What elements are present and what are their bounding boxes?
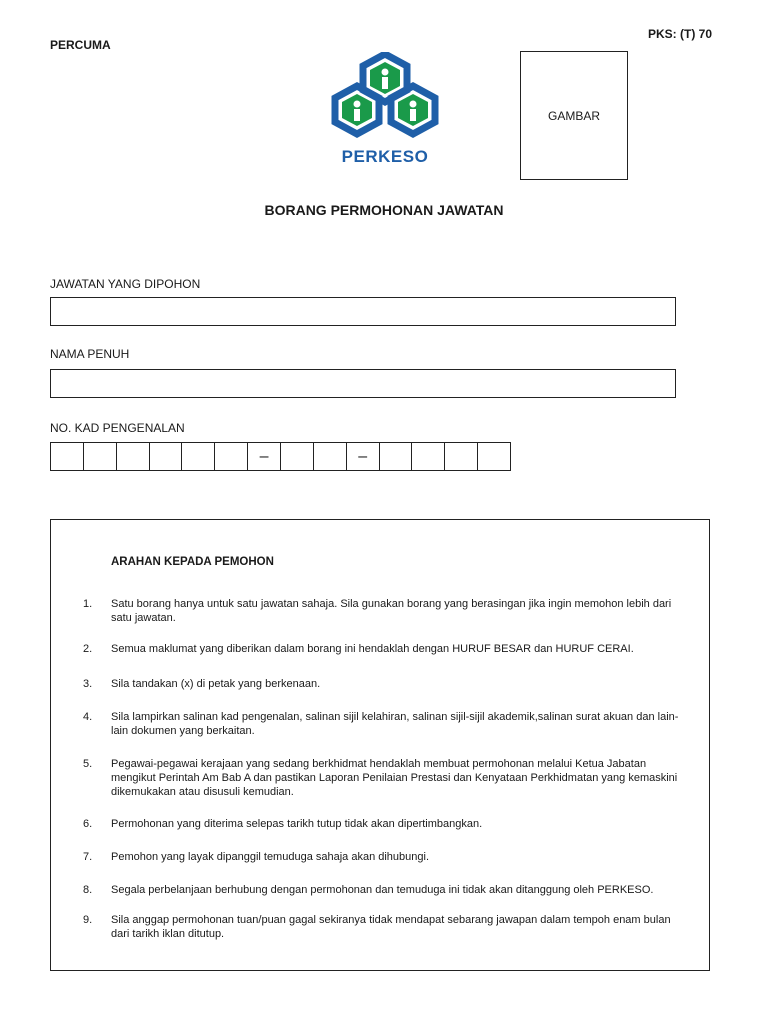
instruction-number: 2. xyxy=(83,643,93,655)
ic-digit-cell[interactable] xyxy=(150,443,183,470)
ic-digit-cell[interactable] xyxy=(182,443,215,470)
ic-separator-cell: – xyxy=(347,443,380,470)
ic-digit-cell[interactable] xyxy=(412,443,445,470)
fullname-field[interactable] xyxy=(50,369,676,398)
photo-label: GAMBAR xyxy=(547,109,600,123)
instruction-item xyxy=(83,757,683,799)
instruction-text: Satu borang hanya untuk satu jawatan sahaja. Sila gunakan borang yang berasingan jika ingin memohon lebih dari satu jawatan. xyxy=(111,598,672,624)
form-title: BORANG PERMOHONAN JAWATAN xyxy=(264,202,504,218)
position-label: JAWATAN YANG DIPOHON xyxy=(50,277,201,291)
instruction-text: Pemohon yang layak dipanggil temuduga sahaja akan dihubungi. xyxy=(111,851,430,863)
instruction-number: 6. xyxy=(83,818,93,830)
brand-name: PERKESO xyxy=(341,147,429,166)
instructions-title: ARAHAN KEPADA PEMOHON xyxy=(111,556,274,568)
fullname-label: NAMA PENUH xyxy=(50,347,130,361)
ic-number-field[interactable] xyxy=(50,442,511,471)
instruction-item xyxy=(83,850,683,864)
instructions-box xyxy=(50,519,710,971)
ic-digit-cell[interactable] xyxy=(478,443,510,470)
position-field[interactable] xyxy=(50,297,676,326)
instruction-number: 9. xyxy=(83,914,93,926)
instruction-text: Sila anggap permohonan tuan/puan gagal sekiranya tidak mendapat sebarang jawapan dalam tempoh enam bulan dari tarikh iklan ditutup. xyxy=(111,914,671,940)
instruction-text: Permohonan yang diterima selepas tarikh tutup tidak akan dipertimbangkan. xyxy=(111,818,483,830)
ic-digit-cell[interactable] xyxy=(51,443,84,470)
instruction-item xyxy=(83,817,683,831)
instruction-item xyxy=(83,597,683,625)
instruction-item xyxy=(83,677,683,691)
instruction-item xyxy=(83,913,683,941)
form-code: PKS: (T) 70 xyxy=(648,27,713,41)
instruction-number: 1. xyxy=(83,598,93,610)
ic-digit-cell[interactable] xyxy=(117,443,150,470)
ic-separator-cell: – xyxy=(248,443,281,470)
ic-digit-cell[interactable] xyxy=(314,443,347,470)
instruction-number: 4. xyxy=(83,711,93,723)
instruction-number: 3. xyxy=(83,678,93,690)
ic-number-label: NO. KAD PENGENALAN xyxy=(50,421,185,435)
photo-box xyxy=(520,51,628,180)
instruction-number: 7. xyxy=(83,851,93,863)
instruction-number: 8. xyxy=(83,884,93,896)
instruction-item xyxy=(83,883,683,897)
instruction-text: Sila tandakan (x) di petak yang berkenaan. xyxy=(111,678,321,690)
ic-digit-cell[interactable] xyxy=(215,443,248,470)
ic-digit-cell[interactable] xyxy=(84,443,117,470)
instruction-text: Segala perbelanjaan berhubung dengan permohonan dan temuduga ini tidak akan ditanggung oleh PERKESO. xyxy=(111,884,654,896)
percuma-label: PERCUMA xyxy=(50,38,111,52)
instruction-number: 5. xyxy=(83,758,93,770)
ic-digit-cell[interactable] xyxy=(380,443,413,470)
instruction-text: Sila lampirkan salinan kad pengenalan, salinan sijil kelahiran, salinan sijil-sijil akademik,salinan surat akuan dan lain-lain dokumen yang berkaitan. xyxy=(111,711,679,737)
instruction-item xyxy=(83,642,683,656)
instruction-text: Semua maklumat yang diberikan dalam borang ini hendaklah dengan HURUF BESAR dan HURUF CERAI. xyxy=(111,643,634,655)
ic-digit-cell[interactable] xyxy=(445,443,478,470)
instruction-text: Pegawai-pegawai kerajaan yang sedang berkhidmat hendaklah membuat permohonan melalui Ketua Jabatan mengikut Perintah Am Bab A dan pastikan Laporan Penilaian Prestasi dan Kenyataan Perkhidmatan yang kemaskini dikemukakan atau disusuli kemudian. xyxy=(111,758,678,798)
ic-digit-cell[interactable] xyxy=(281,443,314,470)
perkeso-logo-icon xyxy=(327,52,443,142)
instruction-item xyxy=(83,710,683,738)
